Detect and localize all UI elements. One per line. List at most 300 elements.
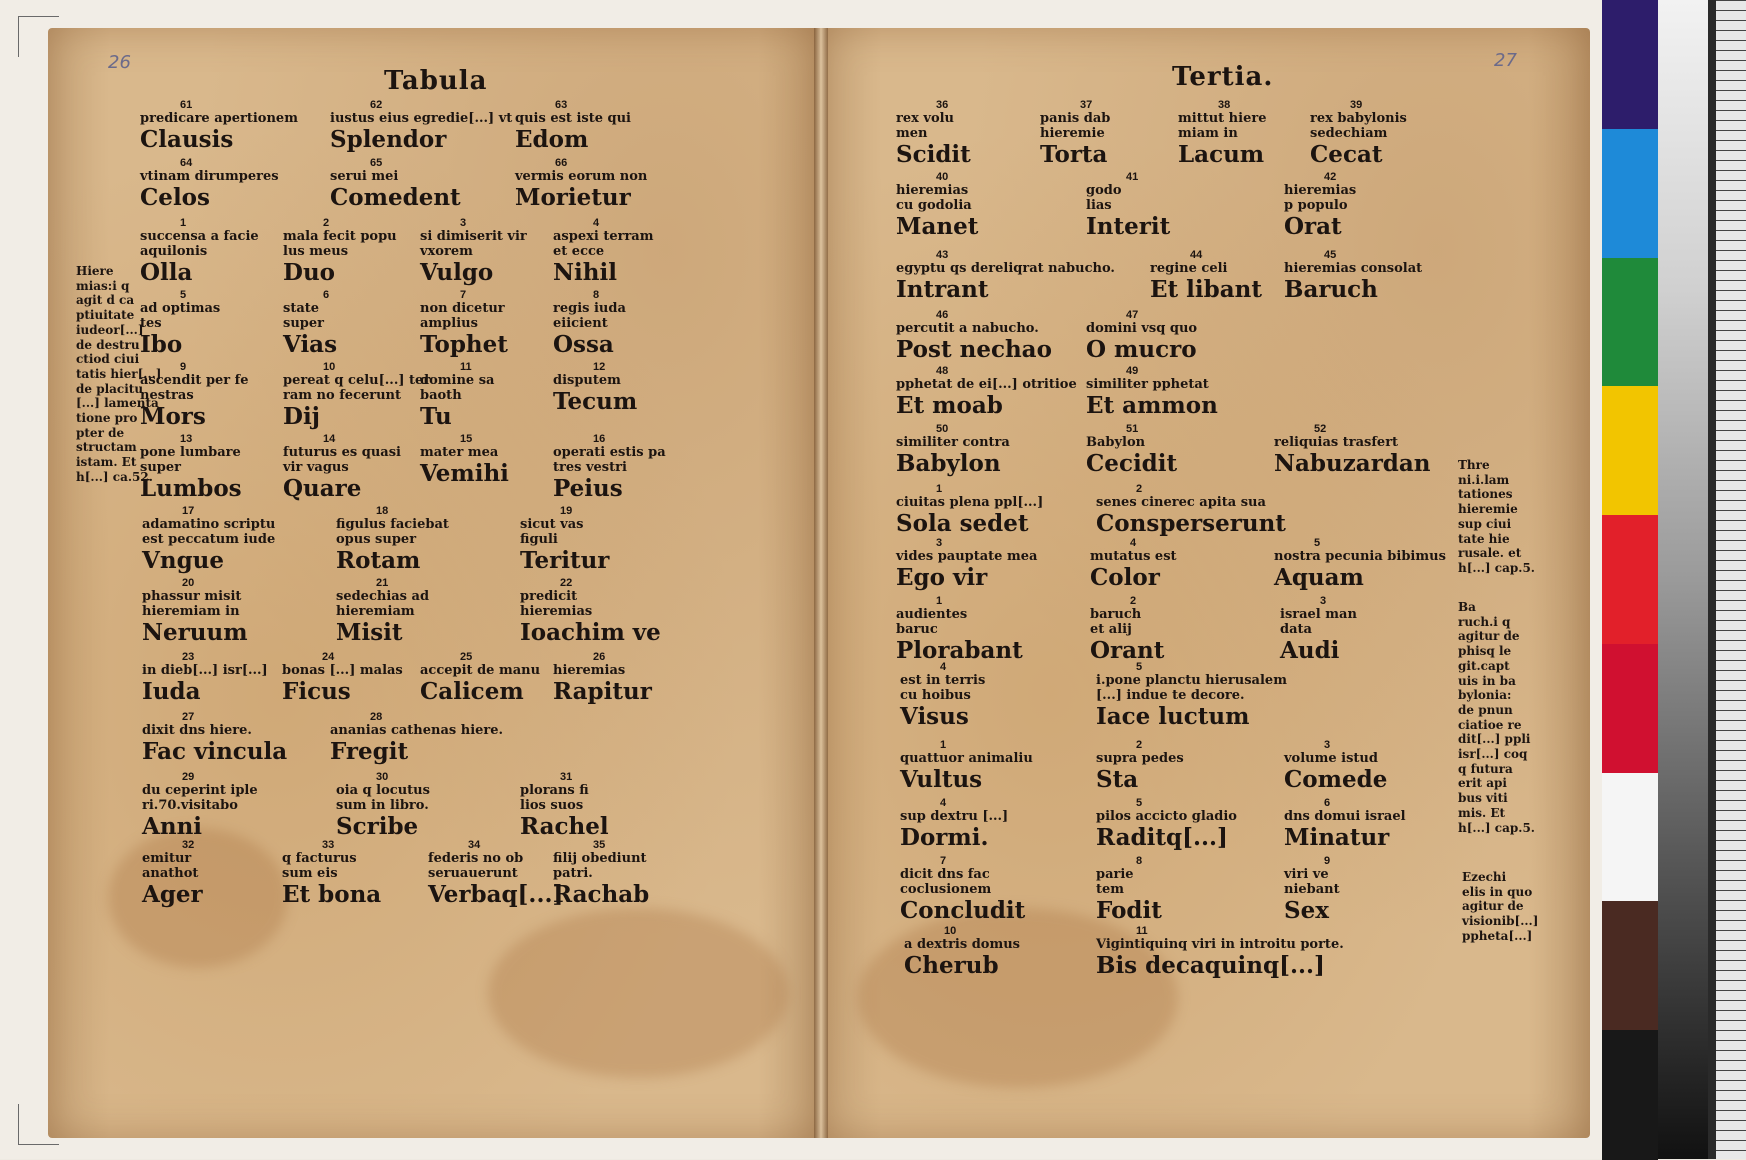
heading-left: Tabula (384, 66, 488, 96)
entry-keyword: Nabuzardan (1274, 450, 1431, 477)
color-swatch (1602, 386, 1658, 516)
entry-keyword: Et ammon (1086, 392, 1218, 419)
entry-keyword: Misit (336, 619, 403, 646)
entry-context: men (896, 126, 928, 141)
entry-number: 8 (593, 289, 600, 301)
entry-context: volume istud (1284, 751, 1378, 766)
entry-context: parie (1096, 867, 1134, 882)
entry-keyword: Vultus (900, 766, 983, 793)
entry-context: non dicetur (420, 301, 505, 316)
index-entry (520, 578, 661, 647)
entry-number: 22 (560, 577, 573, 589)
index-entry (142, 506, 275, 575)
entry-keyword: Sola sedet (896, 510, 1029, 537)
entry-number: 37 (1080, 99, 1093, 111)
entry-number: 14 (323, 433, 336, 445)
entry-context: est in terris (900, 673, 986, 688)
entry-context: si dimiserit vir (420, 229, 527, 244)
entry-number: 17 (182, 505, 195, 517)
gray-scale-strip (1658, 0, 1708, 1159)
entry-keyword: Comede (1284, 766, 1388, 793)
entry-context: adamatino scriptu (142, 517, 276, 532)
entry-keyword: Intrant (896, 276, 989, 303)
entry-context: hieremias consolat (1284, 261, 1423, 276)
index-entry (553, 652, 652, 706)
index-entry (553, 218, 653, 287)
index-entry (1096, 926, 1344, 980)
entry-keyword: Interit (1086, 213, 1171, 240)
entry-context: mater mea (420, 445, 499, 460)
index-entry (900, 740, 1033, 794)
entry-keyword: Fodit (1096, 897, 1162, 924)
entry-keyword: Cherub (904, 952, 999, 979)
entry-keyword: Sex (1284, 897, 1329, 924)
entry-number: 64 (180, 157, 193, 169)
entry-keyword: Verbaq[...] (428, 881, 564, 908)
entry-number: 29 (182, 771, 195, 783)
entry-number: 9 (180, 361, 187, 373)
entry-context: disputem (553, 373, 621, 388)
index-entry (283, 290, 337, 359)
entry-keyword: Ibo (140, 331, 183, 358)
entry-number: 34 (468, 839, 481, 851)
entry-context: patri. (553, 866, 593, 881)
entry-keyword: Vulgo (420, 259, 494, 286)
heading-right: Tertia. (1172, 62, 1274, 92)
index-entry (1096, 740, 1184, 794)
entry-context: supra pedes (1096, 751, 1184, 766)
entry-context: pilos accicto gladio (1096, 809, 1237, 824)
entry-context: i.pone planctu hierusalem (1096, 673, 1287, 688)
entry-number: 66 (555, 157, 568, 169)
entry-context: est peccatum iude (142, 532, 276, 547)
crop-mark (18, 1104, 59, 1145)
entry-keyword: Ossa (553, 331, 614, 358)
entry-context: futurus es quasi (283, 445, 401, 460)
index-entry (142, 840, 203, 909)
entry-keyword: Nihil (553, 259, 617, 286)
entry-number: 11 (1136, 925, 1148, 937)
entry-keyword: Vias (283, 331, 338, 358)
entry-context: nestras (140, 388, 194, 403)
entry-keyword: Raditq[...] (1096, 824, 1228, 851)
entry-context: aspexi terram (553, 229, 654, 244)
entry-number: 3 (936, 537, 943, 549)
entry-keyword: Scribe (336, 813, 419, 840)
index-entry (553, 362, 637, 416)
index-entry (900, 662, 985, 731)
entry-context: sup dextru [...] (900, 809, 1009, 824)
index-entry (900, 798, 1008, 852)
index-entry (283, 218, 397, 287)
index-entry (515, 158, 647, 212)
entry-keyword: Edom (515, 126, 589, 153)
entry-context: data (1280, 622, 1312, 637)
entry-number: 44 (1190, 249, 1203, 261)
entry-context: vermis eorum non (515, 169, 648, 184)
index-entry (142, 578, 248, 647)
entry-context: tes (140, 316, 162, 331)
index-entry (142, 652, 268, 706)
entry-context: domini vsq quo (1086, 321, 1198, 336)
entry-context: oia q locutus (336, 783, 430, 798)
entry-number: 41 (1126, 171, 1139, 183)
index-entry (515, 100, 631, 154)
index-entry (282, 840, 381, 909)
index-entry (336, 578, 429, 647)
entry-number: 10 (323, 361, 336, 373)
entry-keyword: Concludit (900, 897, 1026, 924)
index-entry (283, 362, 430, 431)
entry-keyword: Morietur (515, 184, 631, 211)
entry-context: in dieb[...] isr[...] (142, 663, 268, 678)
entry-keyword: Torta (1040, 141, 1108, 168)
index-entry (1040, 100, 1110, 169)
entry-context: dixit dns hiere. (142, 723, 252, 738)
entry-context: succensa a facie (140, 229, 259, 244)
entry-context: operati estis pa (553, 445, 666, 460)
color-swatch (1602, 1030, 1658, 1160)
entry-context: et alij (1090, 622, 1132, 637)
color-calibration-chart (1602, 0, 1658, 1159)
entry-number: 3 (1324, 739, 1331, 751)
entry-keyword: Visus (900, 703, 969, 730)
entry-keyword: Post nechao (896, 336, 1052, 363)
entry-context: serui mei (330, 169, 399, 184)
entry-context: rex volu (896, 111, 955, 126)
entry-keyword: Ager (142, 881, 203, 908)
entry-context: lias (1086, 198, 1112, 213)
entry-context: lios suos (520, 798, 584, 813)
entry-keyword: Tecum (553, 388, 638, 415)
entry-keyword: Ficus (282, 678, 351, 705)
entry-keyword: Baruch (1284, 276, 1378, 303)
entry-context: niebant (1284, 882, 1340, 897)
entry-context: du ceperint iple (142, 783, 258, 798)
entry-number: 5 (1314, 537, 1321, 549)
entry-keyword: Rachab (553, 881, 650, 908)
entry-number: 5 (180, 289, 187, 301)
index-entry (1086, 366, 1218, 420)
entry-number: 5 (1136, 797, 1143, 809)
entry-keyword: Consperserunt (1096, 510, 1286, 537)
index-entry (1150, 250, 1262, 304)
index-entry (553, 290, 626, 359)
entry-keyword: Cecidit (1086, 450, 1178, 477)
entry-number: 4 (593, 217, 600, 229)
entry-context: q facturus (282, 851, 357, 866)
entry-keyword: Ego vir (896, 564, 988, 591)
entry-context: figulus faciebat (336, 517, 449, 532)
entry-keyword: Lacum (1178, 141, 1265, 168)
entry-number: 6 (1324, 797, 1331, 809)
entry-context: [...] indue te decore. (1096, 688, 1245, 703)
entry-number: 1 (940, 739, 947, 751)
entry-number: 63 (555, 99, 568, 111)
entry-number: 30 (376, 771, 389, 783)
entry-number: 48 (936, 365, 949, 377)
entry-context: viri ve (1284, 867, 1329, 882)
index-entry (420, 290, 508, 359)
index-entry (1086, 424, 1177, 478)
index-entry (420, 362, 494, 431)
entry-context: ram no fecerunt (283, 388, 402, 403)
index-entry (140, 100, 298, 154)
entry-number: 52 (1314, 423, 1327, 435)
entry-number: 5 (1136, 661, 1143, 673)
right-margin-note-baruch: Ba ruch.i q agitur de phisq le git.capt uis in ba bylonia: de pnun ciatioe re dit[...] ppli isr[...] coq q futura erit api bus viti mis. Et h[...] cap.5. (1458, 600, 1535, 835)
entry-number: 32 (182, 839, 195, 851)
index-entry (520, 506, 609, 575)
entry-number: 65 (370, 157, 383, 169)
entry-context: godo (1086, 183, 1122, 198)
index-entry (1086, 172, 1170, 241)
entry-keyword: Fregit (330, 738, 409, 765)
entry-keyword: Cecat (1310, 141, 1383, 168)
entry-context: audientes (896, 607, 968, 622)
entry-number: 36 (936, 99, 949, 111)
entry-context: tem (1096, 882, 1125, 897)
entry-context: hieremias (896, 183, 969, 198)
entry-number: 39 (1350, 99, 1363, 111)
entry-context: quattuor animaliu (900, 751, 1033, 766)
entry-number: 4 (940, 797, 947, 809)
index-entry (896, 484, 1043, 538)
index-entry (142, 712, 287, 766)
entry-context: hieremiam in (142, 604, 240, 619)
entry-keyword: Quare (283, 475, 362, 502)
entry-number: 2 (1136, 739, 1143, 751)
entry-number: 50 (936, 423, 949, 435)
entry-context: dns domui israel (1284, 809, 1406, 824)
entry-number: 1 (180, 217, 187, 229)
entry-number: 10 (944, 925, 957, 937)
entry-context: hieremias (553, 663, 626, 678)
index-entry (336, 506, 449, 575)
entry-context: vides pauptate mea (896, 549, 1038, 564)
entry-number: 7 (460, 289, 467, 301)
entry-keyword: Aquam (1274, 564, 1364, 591)
entry-context: ascendit per fe (140, 373, 249, 388)
entry-context: Vigintiquinq viri in introitu porte. (1096, 937, 1344, 952)
entry-number: 25 (460, 651, 473, 663)
entry-keyword: Et moab (896, 392, 1003, 419)
entry-number: 12 (593, 361, 606, 373)
entry-number: 20 (182, 577, 195, 589)
entry-number: 13 (180, 433, 193, 445)
entry-keyword: Rachel (520, 813, 609, 840)
index-entry (1280, 596, 1357, 665)
index-entry (896, 424, 1010, 478)
entry-context: miam in (1178, 126, 1238, 141)
entry-number: 18 (376, 505, 389, 517)
entry-keyword: Olla (140, 259, 193, 286)
index-entry (1284, 250, 1422, 304)
entry-keyword: Ioachim ve (520, 619, 661, 646)
index-entry (1096, 662, 1287, 731)
entry-number: 15 (460, 433, 473, 445)
entry-keyword: Minatur (1284, 824, 1390, 851)
entry-context: state (283, 301, 320, 316)
entry-context: vxorem (420, 244, 473, 259)
entry-context: aquilonis (140, 244, 208, 259)
entry-context: rex babylonis (1310, 111, 1407, 126)
entry-number: 43 (936, 249, 949, 261)
entry-context: dicit dns fac (900, 867, 990, 882)
entry-context: plorans fi (520, 783, 589, 798)
entry-number: 26 (593, 651, 606, 663)
index-entry (330, 712, 503, 766)
entry-context: sum eis (282, 866, 338, 881)
index-entry (420, 652, 540, 706)
folio-left: 26 (108, 52, 131, 73)
index-entry (553, 840, 649, 909)
entry-number: 16 (593, 433, 606, 445)
entry-context: baoth (420, 388, 462, 403)
entry-number: 3 (460, 217, 467, 229)
entry-keyword: Plorabant (896, 637, 1023, 664)
index-entry (1096, 798, 1237, 852)
entry-keyword: Et libant (1150, 276, 1262, 303)
index-entry (900, 856, 1025, 925)
index-entry (1096, 484, 1286, 538)
entry-context: sum in libro. (336, 798, 429, 813)
index-entry (420, 434, 509, 488)
index-entry (896, 366, 1077, 420)
index-entry (553, 434, 666, 503)
entry-number: 31 (560, 771, 573, 783)
entry-context: egyptu qs dereliqrat nabucho. (896, 261, 1115, 276)
entry-keyword: Sta (1096, 766, 1139, 793)
entry-context: senes cinerec apita sua (1096, 495, 1266, 510)
entry-number: 1 (936, 483, 943, 495)
entry-keyword: Dormi. (900, 824, 989, 851)
entry-number: 8 (1136, 855, 1143, 867)
entry-number: 2 (1130, 595, 1137, 607)
entry-keyword: Peius (553, 475, 623, 502)
color-swatch (1602, 515, 1658, 645)
index-entry (420, 218, 527, 287)
book-gutter (814, 28, 828, 1138)
entry-context: similiter pphetat (1086, 377, 1209, 392)
entry-context: regis iuda (553, 301, 626, 316)
entry-number: 4 (940, 661, 947, 673)
entry-number: 62 (370, 99, 383, 111)
entry-context: predicare apertionem (140, 111, 298, 126)
entry-keyword: Rapitur (553, 678, 652, 705)
entry-number: 27 (182, 711, 195, 723)
entry-context: coclusionem (900, 882, 992, 897)
entry-number: 28 (370, 711, 383, 723)
entry-number: 40 (936, 171, 949, 183)
entry-context: cu hoibus (900, 688, 971, 703)
index-entry (140, 158, 279, 212)
entry-context: eiicient (553, 316, 608, 331)
index-entry (1274, 424, 1431, 478)
entry-context: a dextris domus (904, 937, 1020, 952)
color-swatch (1602, 773, 1658, 903)
index-entry (1284, 172, 1356, 241)
water-stain (488, 908, 788, 1078)
entry-keyword: Vngue (142, 547, 225, 574)
entry-keyword: Tu (420, 403, 452, 430)
entry-keyword: Comedent (330, 184, 461, 211)
entry-context: p populo (1284, 198, 1348, 213)
entry-number: 35 (593, 839, 606, 851)
entry-context: seruauerunt (428, 866, 518, 881)
entry-context: hieremias (1284, 183, 1357, 198)
entry-context: mutatus est (1090, 549, 1177, 564)
right-margin-note-ezechiel: Ezechi elis in quo agitur de visionib[...] ppheta[...] (1462, 870, 1539, 943)
entry-context: sicut vas (520, 517, 584, 532)
entry-context: et ecce (553, 244, 605, 259)
entry-number: 23 (182, 651, 195, 663)
entry-context: ri.70.visitabo (142, 798, 238, 813)
entry-context: phassur misit (142, 589, 242, 604)
entry-context: quis est iste qui (515, 111, 631, 126)
entry-keyword: Lumbos (140, 475, 242, 502)
entry-number: 24 (322, 651, 335, 663)
entry-context: mittut hiere (1178, 111, 1267, 126)
index-entry (428, 840, 563, 909)
entry-context: percutit a nabucho. (896, 321, 1039, 336)
entry-context: hieremiam (336, 604, 415, 619)
entry-context: pphetat de ei[...] otritioe (896, 377, 1077, 392)
color-swatch (1602, 0, 1658, 130)
entry-keyword: Bis decaquinq[...] (1096, 952, 1325, 979)
entry-context: Babylon (1086, 435, 1146, 450)
index-entry (336, 772, 430, 841)
index-entry (1274, 538, 1446, 592)
entry-keyword: Et bona (282, 881, 382, 908)
entry-keyword: O mucro (1086, 336, 1197, 363)
index-entry (904, 926, 1020, 980)
entry-context: ad optimas (140, 301, 221, 316)
entry-keyword: Teritur (520, 547, 610, 574)
entry-keyword: Calicem (420, 678, 524, 705)
entry-number: 6 (323, 289, 330, 301)
entry-keyword: Anni (142, 813, 203, 840)
entry-context: sedechias ad (336, 589, 430, 604)
index-entry (896, 596, 1023, 665)
index-entry (896, 172, 978, 241)
right-margin-note-threni: Thre ni.i.lam tationes hieremie sup ciui tate hie rusale. et h[...] cap.5. (1458, 458, 1535, 575)
index-entry (1090, 596, 1164, 665)
index-entry (1284, 798, 1406, 852)
entry-keyword: Dij (283, 403, 321, 430)
entry-number: 47 (1126, 309, 1139, 321)
index-entry (896, 250, 1115, 304)
entry-context: vir vagus (283, 460, 349, 475)
entry-keyword: Color (1090, 564, 1160, 591)
index-entry (1284, 740, 1387, 794)
entry-context: panis dab (1040, 111, 1111, 126)
entry-context: baruc (896, 622, 938, 637)
entry-keyword: Neruum (142, 619, 248, 646)
entry-keyword: Iace luctum (1096, 703, 1250, 730)
entry-number: 49 (1126, 365, 1139, 377)
entry-number: 46 (936, 309, 949, 321)
entry-context: pereat q celu[...] ter (283, 373, 431, 388)
entry-keyword: Orant (1090, 637, 1165, 664)
entry-context: filij obediunt (553, 851, 647, 866)
entry-keyword: Orat (1284, 213, 1342, 240)
entry-context: similiter contra (896, 435, 1010, 450)
color-swatch (1602, 258, 1658, 388)
left-margin-note: Hiere mias:i q agit d ca ptiuitate iudeor[...] de destru ctiod ciui tatis hier[...] de placitu [...] lamenta tione pro pter de structam istam. Et h[...] ca.52. (76, 264, 162, 484)
index-entry (330, 100, 512, 154)
index-entry (896, 310, 1052, 364)
